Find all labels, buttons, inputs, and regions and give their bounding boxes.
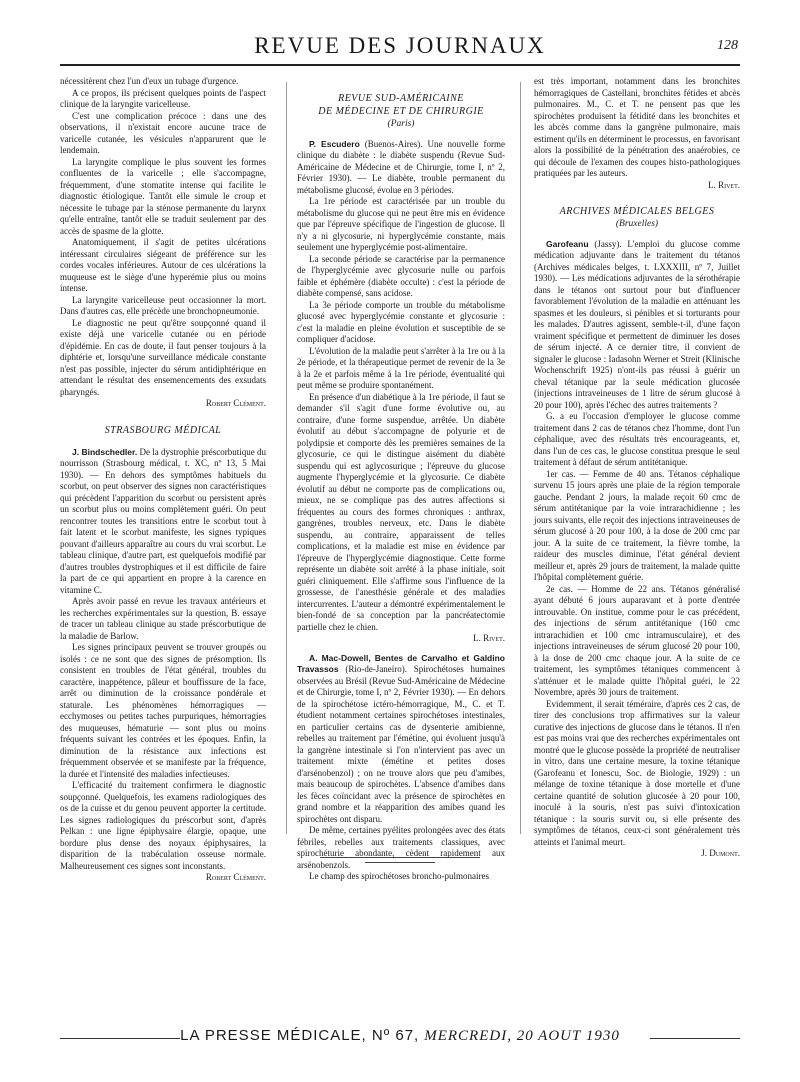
signature: J. Dumont. bbox=[701, 848, 740, 858]
paragraph: La laryngite varicelleuse peut occasionner la mort. Dans d'autres cas, elle précède une bronchopneumonie. bbox=[60, 294, 266, 316]
column-left bbox=[60, 76, 266, 892]
paragraph: Le champ des spirochétoses broncho-pulmonaires bbox=[309, 871, 489, 881]
paragraph: C'est une complication précoce : dans une des observations, il n'existait encore aucune trace de varicelle cutanée, les vésicules n'apparurent que le lendemain. bbox=[60, 110, 266, 155]
section-subtitle: (Bruxelles) bbox=[615, 219, 659, 229]
paragraph: Après avoir passé en revue les travaux antérieurs et les recherches expérimentales sur la question, B. essaye de tracer un tableau clinique au stade préscorbutique de la maladie de Barlow. bbox=[60, 596, 266, 641]
paragraph: La 3e période comporte un trouble du métabolisme glucosé avec hyperglycémie constante et glycosurie : c'est la maladie en pleine évolution et susceptible de se compliquer d'acidose. bbox=[297, 299, 505, 344]
article-author: Garofeanu bbox=[546, 238, 589, 249]
column-divider-right bbox=[520, 82, 521, 834]
paragraph: est très important, notamment dans les bronchites hémorragiques de Castellani, bronchites fétides et abcès pulmonaires. M., C. et T. ne pensent pas que les spirochètes produisent la fétidité dans les bronchites et les abcès comme dans la gangrène pulmonaire, mais estiment qu'ils en déterminent le processus, en favorisant alors la possibilité de la pénétration des anaérobies, ce qui découle de l'examen des coupes histo-pathologiques pratiquées par les auteurs. bbox=[534, 76, 740, 178]
paragraph: La seconde période se caractérise par la permanence de l'hyperglycémie avec glycosurie nulle ou parfois faible et éphémère (diabète occulte) : c'est la période de diabète compensé, sans acidose. bbox=[297, 253, 505, 298]
paragraph: La laryngite complique le plus souvent les formes confluentes de la varicelle ; elle s'accompagne, fréquemment, d'une stomatite intense qui facilite le diagnostic étiologique. Tantôt elle simule le croup et nécessite le tubage par la sténose permanente du larynx qu'elle entraîne, tantôt elle se traduit seulement par des accès de spasme de la glotte. bbox=[60, 156, 266, 236]
section-title-line2: DE MÉDECINE ET DE CHIRURGIE bbox=[318, 106, 484, 117]
paragraph: A ce propos, ils précisent quelques points de l'aspect clinique de la laryngite varicelleuse. bbox=[60, 87, 266, 109]
footer-journal: LA PRESSE MÉDICALE, Nº 67, bbox=[180, 1027, 420, 1044]
signature: Robert Clément. bbox=[205, 398, 266, 408]
section-title: STRASBOURG MÉDICAL bbox=[104, 424, 222, 436]
signature: Robert Clément. bbox=[205, 872, 266, 882]
paragraph: De même, certaines pyélites prolongées avec des états fébriles, rebelles aux traitements classiques, avec spirochéturie abondante, cèdent rapidement aux arsénobenzols. bbox=[297, 825, 505, 870]
page-header-title: REVUE DES JOURNAUX bbox=[254, 33, 546, 58]
article-author: J. Bindschedler. bbox=[72, 446, 138, 457]
paragraph: Les signes principaux peuvent se trouver groupés ou isolés : ce ne sont que des signes de présomption. Ils consistent en troubles de l'état général, troubles du caractère, inappétence, pâleur et bouffissure de la face, arrêt ou diminution de la croissance pondérale et staturale. Les phénomènes hémorragiques — ecchymoses ou petites taches purpuriques, hémorragies des muqueuses, hématurie — sont plus ou moins fréquents suivant les contrées et les époques. Enfin, la diminution de la résistance aux infections est fréquemment observée et se manifeste par la fréquence, la durée et l'intensité des maladies infectieuses. bbox=[60, 642, 266, 779]
paragraph: Le diagnostic ne peut qu'être soupçonné quand il existe déjà une varicelle cutanée ou en période d'épidémie. En cas de doute, il faut penser toujours à la diphtérie et, lorsqu'une surveillance médicale constante n'est pas possible, injecter du sérum antidiphtérique en attendant le résultat des ensemencements des exsudats pharyngés. bbox=[60, 317, 266, 397]
section-title: REVUE SUD-AMÉRICAINE bbox=[338, 93, 464, 104]
column-middle bbox=[297, 76, 505, 883]
paragraph: L'efficacité du traitement confirmera le diagnostic soupçonné. Quelquefois, les examens radiologiques des os de la cuisse et du genou peuvent apporter la certitude. Les signes radiologiques du préscorbut sont, d'après Pelkan : une ligne épiphysaire élargie, opaque, une bordure plus dense des noyaux épiphysaires, la disparition de la trabéculation osseuse normale. Malheureusement ces signes sont inconstants. bbox=[60, 780, 266, 871]
paragraph: En présence d'un diabétique à la 1re période, il faut se demander s'il s'agit d'une forme évolutive ou, au contraire, d'une forme suspendue, arrêtée. Un diabète évolutif au début s'accompagne de polyurie et de polydipsie et comporte dès les premières semaines de la glycosurie, ce qui le distingue aisément du diabète suspendu qui est aglycosurique ; l'épreuve du glucose augmente l'hyperglycémie et la glycosurie. Ce diabète évolutif au début ne comporte pas de complications ou, mieux, ne se complique pas des autres affections si fréquentes au cours des formes chroniques : anthrax, gangrènes, troubles nerveux, etc. Dans le diabète suspendu, au contraire, apparaissent de telles complications, et la maladie est mise en évidence par l'épreuve de l'hyperglycémie diagnostique. Cette forme représente un diabète soit arrêté à la phase initiale, soit guéri cliniquement. Elle s'affirme sous l'influence de la grossesse, de l'anesthésie générale et des maladies intercurrentes. L'auteur a démontré expérimentalement le bien-fondé de sa conception par la pancréatectomie partielle chez le chien. bbox=[297, 391, 505, 632]
paragraph: 1er cas. — Femme de 40 ans. Tétanos céphalique survenu 15 jours après une plaie de la région temporale gauche. Pendant 2 jours, la malade reçoit 60 cmc de sérum antitétanique par la voie intrarachidienne ; les jours suivants, elle reçoit des injections intraveineuses de sérum glucosé à 20 pour 100, à la dose de 200 cmc par jour. A la suite de ce traitement, la fièvre tombe, la raideur des muscles diminue, l'état général devient meilleur et, après 29 jours de traitement, la malade quitte l'hôpital complètement guérie. bbox=[534, 468, 740, 582]
section-subtitle: (Paris) bbox=[387, 119, 415, 129]
header-rule bbox=[60, 64, 740, 66]
article-author: A. Mac-Dowell, Bentes de Carvalho et Galdino Travassos bbox=[297, 652, 505, 674]
column-divider-left bbox=[286, 82, 287, 834]
article-paragraph: J. Bindschedler. De la dystrophie préscorbutique du nourrisson (Strasbourg médical, t. XC, nº 13, 5 Mai 1930). — En dehors des symptômes habituels du scorbut, on peut observer des signes non caractéristiques qui précèdent l'apparition du scorbut ou persistent après un scorbut plus ou moins complètement guéri. On peut rencontrer toutes les transitions entre le scorbut tout à fait latent et le scorbut manifeste, les signes typiques pouvant d'ailleurs apparaître au cours du vrai scorbut. Le tableau clinique, d'autre part, est quelquefois modifié par d'autres troubles dystrophiques et il est difficile de faire la part de ce qui appartient en propre à la carence en vitamine C. bbox=[60, 446, 266, 595]
column-right bbox=[534, 76, 740, 868]
section-title: ARCHIVES MÉDICALES BELGES bbox=[559, 206, 715, 217]
page-number: 128 bbox=[717, 38, 738, 53]
paragraph: Evidemment, il serait téméraire, d'après ces 2 cas, de tirer des conclusions trop affirmatives sur la valeur curative des injections de glucose dans le tétanos. Il n'en est pas moins vrai que des recherches expérimentales ont montré que le glucose possède la propriété de neutraliser in vitro, dans une certaine mesure, la toxine tétanique (Garofeanu et Ionescu, Soc. de Biologie, 1929) : un mélange de toxine tétanique à dose mortelle et d'une certaine quantité de solution glucosée à 20 pour 100, inoculé à la souris, n'est pas suivi d'intoxication tétanique : la souris survit ou, si elle présente des symptômes de tétanos, ceux-ci sont généralement très atteints et l'animal meurt. bbox=[534, 698, 740, 847]
paragraph: G. a eu l'occasion d'employer le glucose comme traitement dans 2 cas de tétanos chez l'homme, dont l'un céphalique, avec des résultats très encourageants, et, dans l'un de ces cas, le glucose constitua presque le seul traitement à défaut de sérum antitétanique. bbox=[534, 411, 740, 467]
article-paragraph: A. Mac-Dowell, Bentes de Carvalho et Galdino Travassos (Rio-de-Janeiro). Spirochétoses humaines observées au Brésil (Revue Sud-Américaine de Médecine et de Chirurgie, tome I, nº 2, Février 1930). — En dehors de la spirochétose ictéro-hémorragique, M., C. et T. étudient notamment certaines spirochétoses intestinales, en particulier certains cas de dysenterie amibienne, rebelles au traitement par l'émétine, qui évoluent jusqu'à la gangrène intestinale si l'on n'intervient pas avec un traitement mixte (émétine et petites doses d'arsénobenzol) ; on ne trouve alors que peu d'amibes, mais beaucoup de spirochètes. L'absence d'amibes dans les fèces coïncidant avec la présence de spirochètes en grand nombre et la réapparition des amibes quand les spirochètes ont disparu. bbox=[297, 652, 505, 824]
paragraph: La 1re période est caractérisée par un trouble du métabolisme du glucose qui ne peut être mis en évidence que par l'épreuve spécifique de l'ingestion de glucose. Il n'y a ni glycosurie, ni hyperglycémie constante, mais seulement une hyperglycémie post-alimentaire. bbox=[297, 196, 505, 252]
end-divider-short bbox=[365, 862, 435, 863]
footer-date: MERCREDI, 20 AOUT 1930 bbox=[424, 1028, 620, 1044]
signature: L. Rivet. bbox=[708, 179, 740, 190]
article-paragraph: P. Escudero (Buenos-Aires). Une nouvelle forme clinique du diabète : le diabète suspendu (Revue Sud-Américaine de Médecine et de Chirurgie, tome I, nº 2, Février 1930). — Le diabète, trouble permanent du métabolisme glucosé, évolue en 3 périodes. bbox=[297, 138, 505, 195]
signature: L. Rivet. bbox=[473, 633, 505, 643]
paragraph: L'évolution de la maladie peut s'arrêter à la 1re ou à la 2e période, et la thérapeutique permet de revenir de la 3e à la 2e et parfois même à la 1re période, éventualité qui peut même se produire spontanément. bbox=[297, 345, 505, 390]
paragraph: Anatomiquement, il s'agit de petites ulcérations intéressant circulaires siégeant de préférence sur les cordes vocales inférieures. Autour de ces ulcérations la muqueuse est le siège d'une hyperémie plus ou moins intense. bbox=[60, 237, 266, 293]
article-paragraph: Garofeanu (Jassy). L'emploi du glucose comme médication adjuvante dans le traitement du tétanos (Archives médicales belges, t. LXXXIII, nº 7, Juillet 1930). — Les médications adjuvantes de la sérothérapie dans le tétanos ont surtout pour but d'influencer favorablement l'évolution de la maladie en atténuant les spasmes et les douleurs, si pénibles et si torturants pour les malades. D'autres agissent, semble-t-il, d'une façon vraiment spécifique et permettent de diminuer les doses de sérum injecté. A ce dernier titre, il convient de signaler le glucose : Iadasohn Werner et Streit (Klinische Wochenschrift 1925) n'ont-ils pas réussi à guérir un cheval tétanique par la seule médication glucosée (injections intraveineuses de 1 litre de sérum glucosé à 20 pour 100), après l'échec des autres traitements ? bbox=[534, 238, 740, 410]
end-divider bbox=[320, 857, 480, 858]
paragraph: 2e cas. — Homme de 22 ans. Tétanos généralisé ayant débuté 6 jours auparavant et à porte d'entrée introuvable. On institue, comme pour le cas précédent, des injections de sérum antitétanique (160 cmc intrarachidien et 100 cmc intramusculaire), et des injections intraveineuses de sérum glucosé 20 pour 100, à la dose de 200 cmc chaque jour. A la suite de ce traitement, les symptômes tétaniques commencent à s'atténuer et le malade quitte l'hôpital guéri, le 22 Novembre, après 30 jours de traitement. bbox=[534, 583, 740, 697]
paragraph: nécessitèrent chez l'un d'eux un tubage d'urgence. bbox=[60, 76, 239, 86]
article-author: P. Escudero bbox=[309, 138, 360, 149]
page-footer bbox=[0, 1027, 800, 1045]
